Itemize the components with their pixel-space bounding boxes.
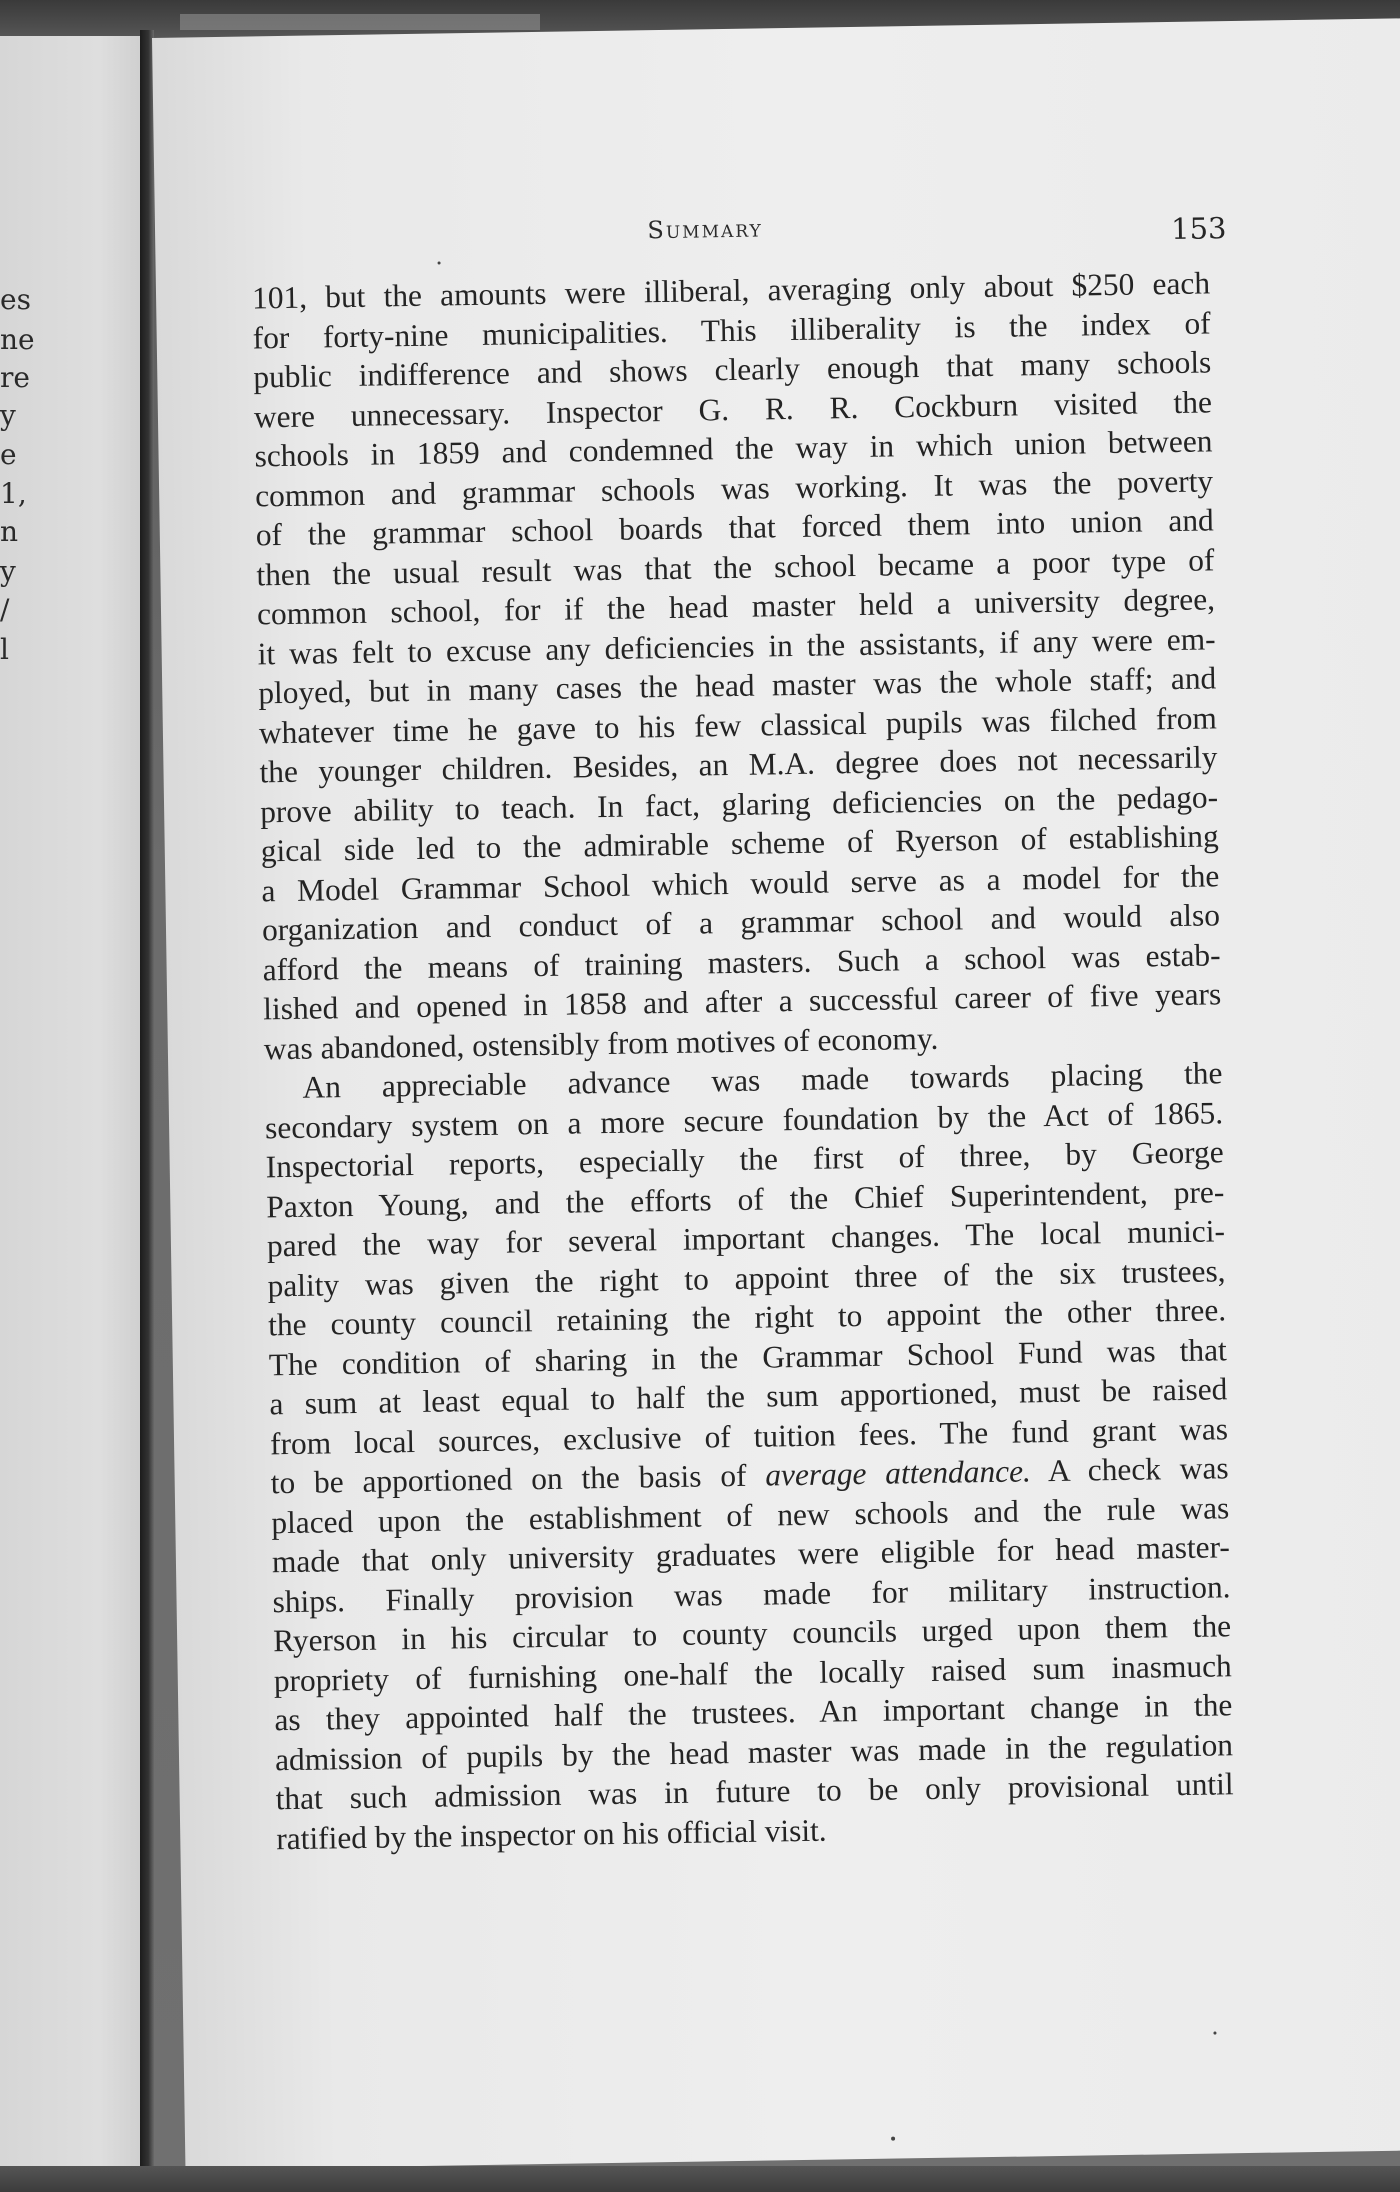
page-body-text xyxy=(252,263,1235,1858)
text-line: for forty-nine municipalities. This illiberality is the index of xyxy=(252,304,1211,355)
text-run: A check was xyxy=(1030,1450,1229,1489)
left-page-fragment: / xyxy=(0,593,10,626)
previous-page-edge xyxy=(0,36,142,2176)
left-page-fragment: e xyxy=(0,438,17,471)
text-line: as they appointed half the trustees. An important change in the xyxy=(274,1687,1233,1738)
text-line: that such admission was in future to be only provisional until xyxy=(275,1766,1234,1817)
text-line: gical side led to the admirable scheme of Ryerson of establishing xyxy=(260,818,1219,869)
text-line: 101, but the amounts were illiberal, averaging only about $250 each xyxy=(251,265,1211,316)
running-head: Summary xyxy=(647,214,763,245)
left-page-fragment: y xyxy=(0,555,16,588)
text-line: then the usual result was that the school became a poor type of xyxy=(256,541,1215,592)
text-line: the younger children. Besides, an M.A. degree does not necessarily xyxy=(259,739,1218,790)
text-line: made that only university graduates were eligible for head master- xyxy=(271,1529,1231,1580)
left-page-fragment: es xyxy=(0,283,31,316)
left-page-fragment: y xyxy=(0,399,16,432)
text-line: lished and opened in 1858 and after a successful career of five years xyxy=(262,976,1222,1027)
text-line: common school, for if the head master held a university degree, xyxy=(256,581,1216,632)
text-line: was abandoned, ostensibly from motives of economy. xyxy=(263,1020,939,1066)
left-page-fragment: ne xyxy=(0,323,35,356)
text-line: from local sources, exclusive of tuition fees. The fund grant was xyxy=(269,1410,1229,1461)
text-line: of the grammar school boards that forced them into union and xyxy=(255,502,1214,553)
top-paper-strip xyxy=(180,14,540,30)
book-gutter-shadow xyxy=(140,30,154,2180)
italic-phrase: average attendance. xyxy=(765,1453,1032,1493)
speck xyxy=(891,2137,895,2141)
left-page-fragment: 1, xyxy=(0,477,27,510)
text-line: ployed, but in many cases the head master was the whole staff; and xyxy=(258,660,1217,711)
text-line: admission of pupils by the head master was made in the regulation xyxy=(274,1726,1234,1777)
text-line: were unnecessary. Inspector G. R. R. Cockburn visited the xyxy=(253,383,1213,434)
text-line: a sum at least equal to half the sum apportioned, must be raised xyxy=(269,1371,1228,1422)
text-line: An appreciable advance was made towards placing the xyxy=(302,1055,1223,1105)
text-line: the county council retaining the right to appoint the other three. xyxy=(267,1292,1227,1343)
text-line: The condition of sharing in the Grammar School Fund was that xyxy=(268,1331,1228,1382)
text-line: public indifference and shows clearly enough that many schools xyxy=(253,344,1212,395)
text-line: Inspectorial reports, especially the first of three, by George xyxy=(265,1134,1224,1185)
text-line: afford the means of training masters. Such a school was estab- xyxy=(262,936,1221,987)
paragraph xyxy=(264,1053,1234,1858)
text-line: whatever time he gave to his few classical pupils was filched from xyxy=(258,699,1218,750)
paragraph xyxy=(252,263,1222,1068)
left-page-fragment: re xyxy=(0,361,30,394)
text-line: placed upon the establishment of new schools and the rule was xyxy=(271,1489,1230,1540)
text-line: organization and conduct of a grammar school and would also xyxy=(261,897,1221,948)
text-line: a Model Grammar School which would serve as a model for the xyxy=(261,857,1220,908)
text-line: common and grammar schools was working. It was the poverty xyxy=(254,462,1214,513)
text-line: ships. Finally provision was made for military instruction. xyxy=(272,1568,1231,1619)
text-line: Paxton Young, and the efforts of the Chief Superintendent, pre- xyxy=(266,1173,1225,1224)
bottom-binding-edge xyxy=(0,2166,1400,2192)
text-line: Ryerson in his circular to county councils urged upon them the xyxy=(272,1608,1232,1659)
book-page xyxy=(152,18,1400,2170)
text-run: to be apportioned on the basis of xyxy=(270,1457,766,1501)
text-line: pality was given the right to appoint three of the six trustees, xyxy=(267,1252,1226,1303)
text-line: propriety of furnishing one-half the locally raised sum inasmuch xyxy=(273,1647,1232,1698)
left-page-fragment: l xyxy=(0,633,9,666)
text-line: prove ability to teach. In fact, glaring deficiencies on the pedago- xyxy=(259,778,1219,829)
text-line: it was felt to excuse any deficiencies in the assistants, if any were em- xyxy=(257,620,1216,671)
text-line: secondary system on a more secure foundation by the Act of 1865. xyxy=(264,1094,1224,1145)
speck xyxy=(1213,2032,1216,2035)
speck xyxy=(438,261,441,264)
page-number: 153 xyxy=(1170,211,1227,247)
text-line: pared the way for several important changes. The local munici- xyxy=(266,1213,1226,1264)
text-line: schools in 1859 and condemned the way in which union between xyxy=(254,423,1213,474)
text-line: ratified by the inspector on his official visit. xyxy=(276,1812,827,1856)
left-page-fragment: n xyxy=(0,515,19,548)
